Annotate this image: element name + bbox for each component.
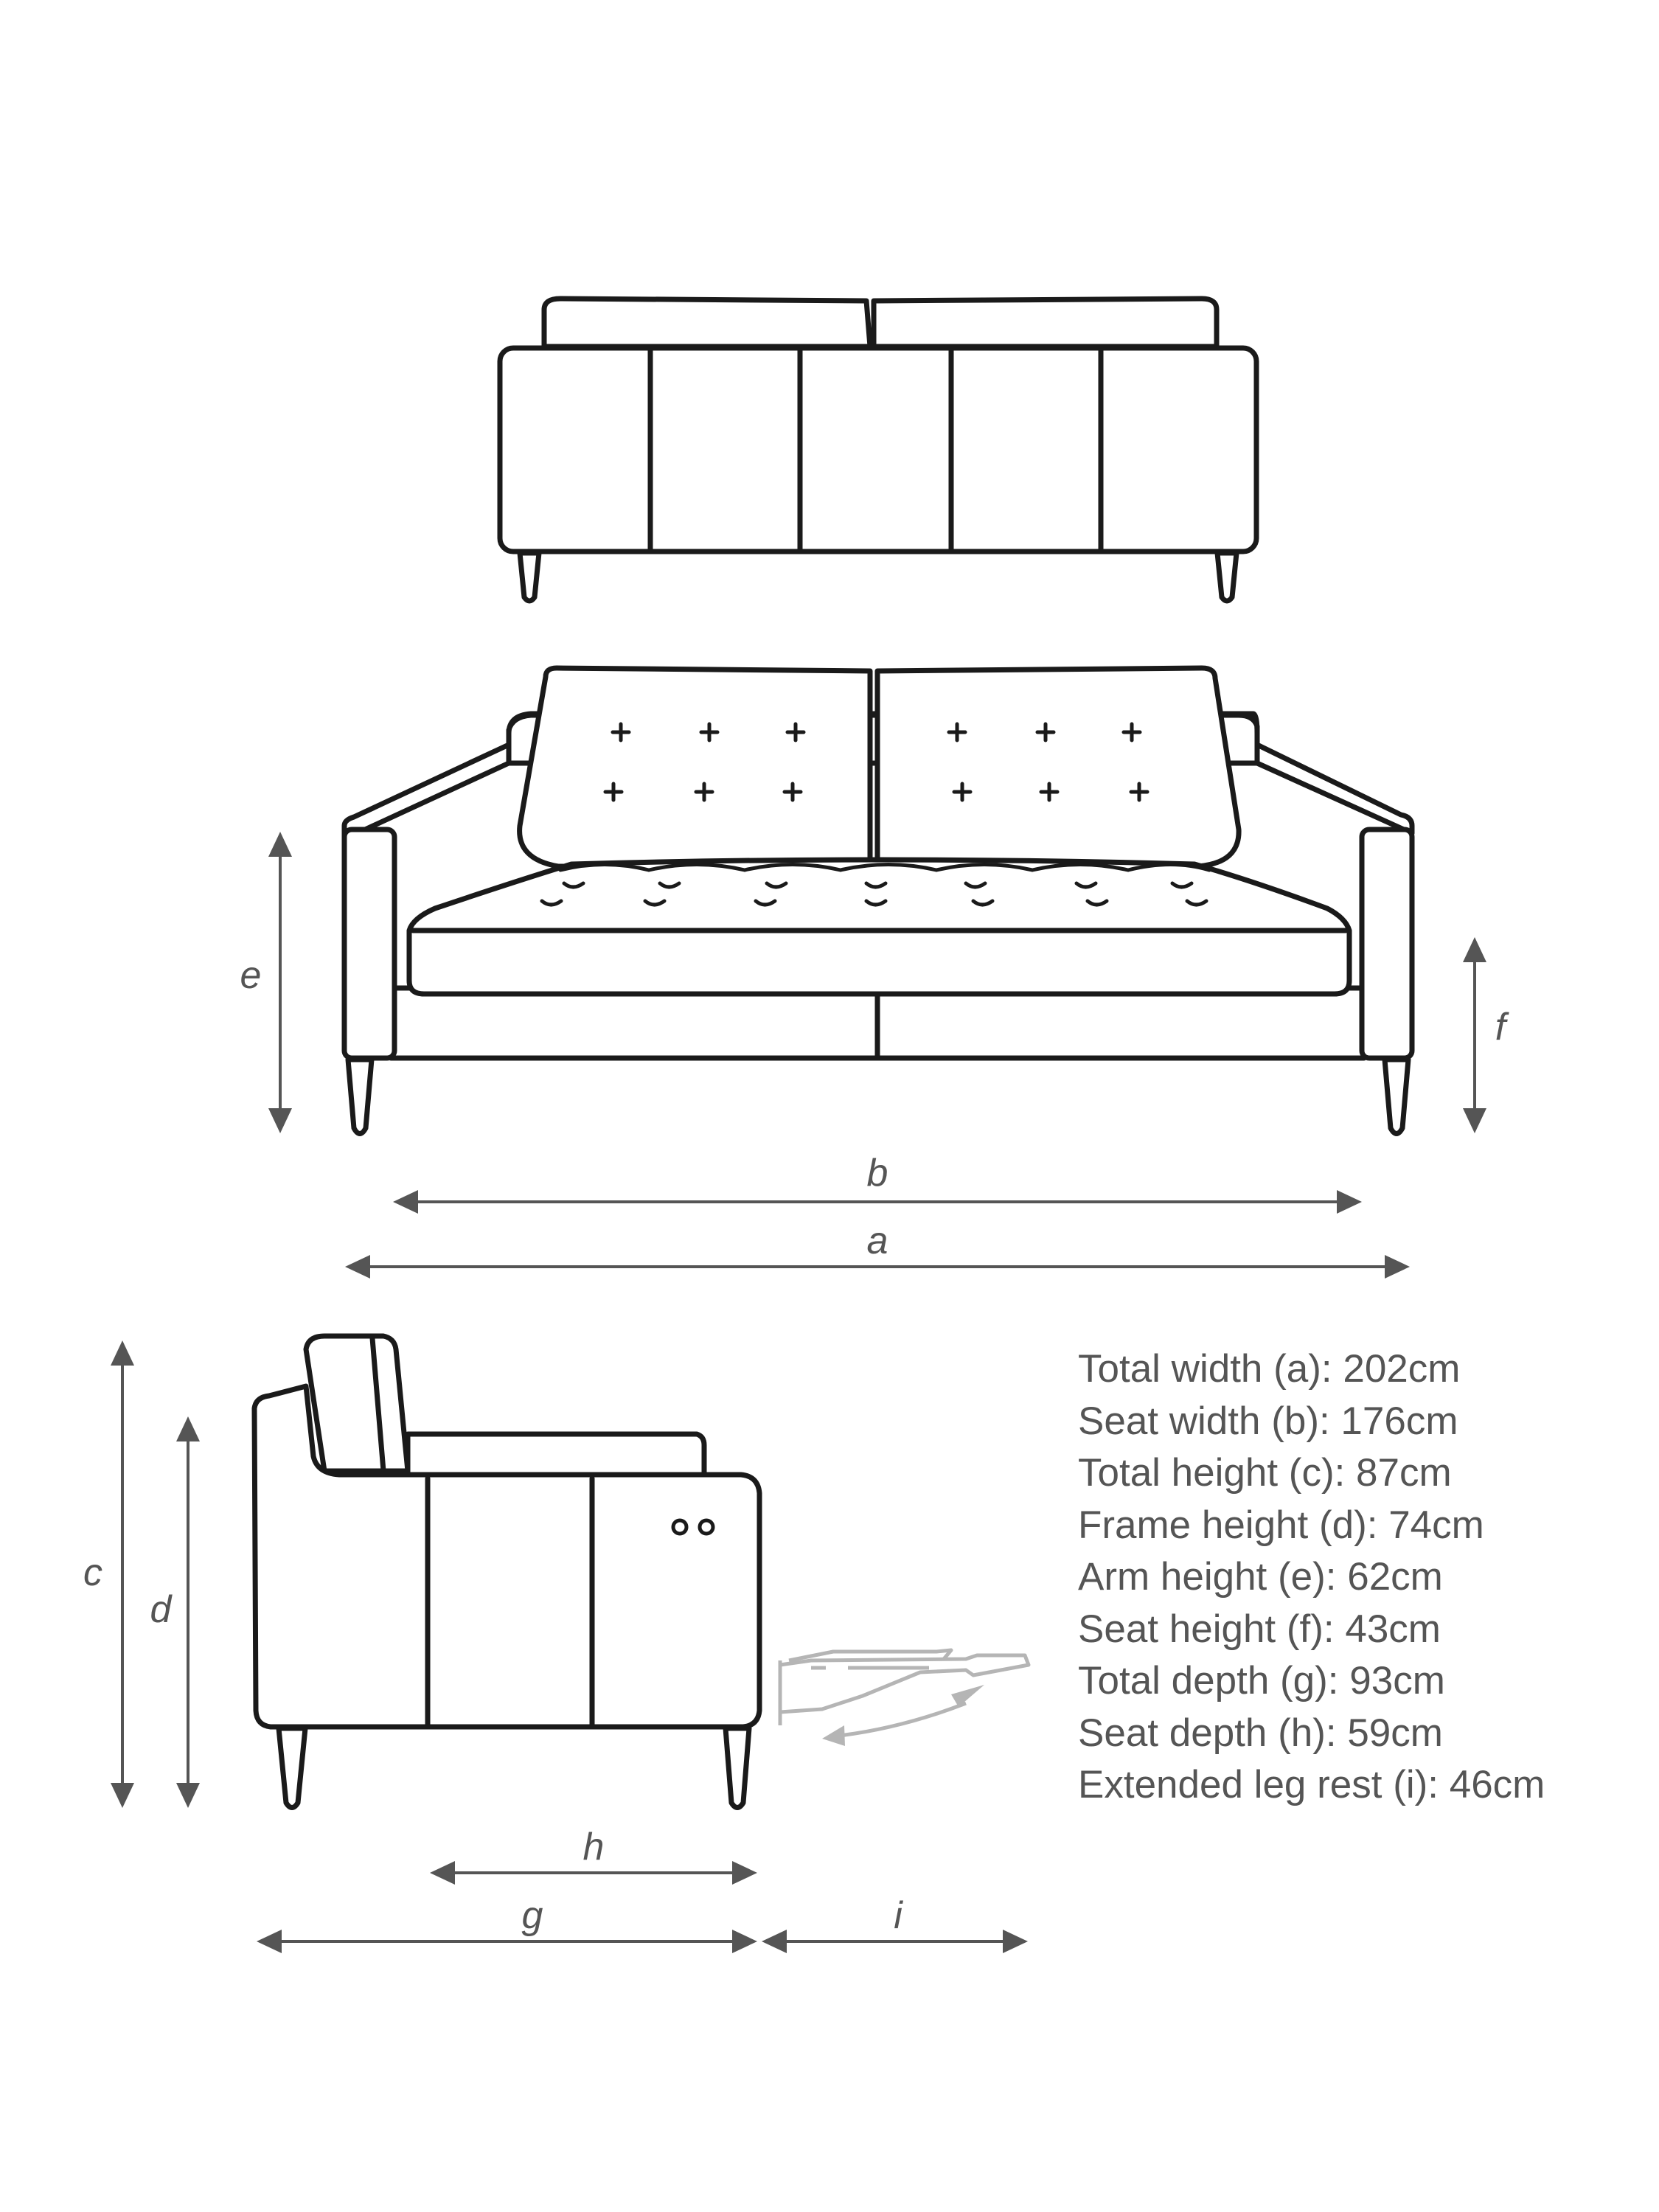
spec-seat-depth: Seat depth (h): 59cm xyxy=(1078,1711,1443,1755)
side-back-leg xyxy=(726,1728,749,1808)
spec-frame-height: Frame height (d): 74cm xyxy=(1078,1503,1484,1547)
front-right-leg xyxy=(1385,1060,1408,1134)
dimension-b xyxy=(393,1152,1362,1214)
specifications-list xyxy=(1078,1343,1545,1812)
dimension-g xyxy=(257,1894,757,1953)
back-left-leg xyxy=(520,553,539,601)
spec-total-depth: Total depth (g): 93cm xyxy=(1078,1659,1445,1703)
sofa-side-view xyxy=(254,1336,1029,1808)
left-arm xyxy=(344,830,394,1058)
dimension-label-h: h xyxy=(582,1826,605,1868)
dimension-i xyxy=(762,1894,1028,1953)
dimension-label-i: i xyxy=(894,1894,902,1937)
spec-seat-width: Seat width (b): 176cm xyxy=(1078,1399,1458,1443)
back-right-leg xyxy=(1217,553,1237,601)
dimension-label-b: b xyxy=(866,1152,888,1194)
spec-extended-leg-rest: Extended leg rest (i): 46cm xyxy=(1078,1763,1545,1806)
dimension-label-f: f xyxy=(1495,1006,1506,1048)
spec-seat-height: Seat height (f): 43cm xyxy=(1078,1607,1441,1651)
back-cushion-left xyxy=(520,668,870,866)
side-back-cushion xyxy=(306,1336,408,1471)
dimension-h xyxy=(430,1826,757,1885)
side-front-leg xyxy=(279,1728,305,1808)
dimension-c xyxy=(83,1340,134,1808)
spec-total-height: Total height (c): 87cm xyxy=(1078,1451,1452,1495)
dimension-label-c: c xyxy=(83,1551,102,1594)
dimension-f xyxy=(1463,937,1509,1133)
dimension-d xyxy=(150,1416,200,1808)
dimension-label-e: e xyxy=(240,954,262,997)
front-left-leg xyxy=(348,1060,372,1134)
spec-arm-height: Arm height (e): 62cm xyxy=(1078,1555,1443,1599)
spec-total-width: Total width (a): 202cm xyxy=(1078,1347,1461,1391)
right-arm xyxy=(1362,830,1412,1058)
back-cushion-right xyxy=(877,668,1239,866)
dimension-e xyxy=(240,832,292,1133)
extended-leg-rest xyxy=(780,1650,1029,1746)
dimension-label-g: g xyxy=(521,1894,543,1937)
dimension-label-d: d xyxy=(150,1588,172,1631)
sofa-front-view xyxy=(344,668,1412,1134)
dimension-label-a: a xyxy=(866,1220,888,1262)
seat-cushion xyxy=(409,860,1349,994)
sofa-back-view xyxy=(500,299,1256,601)
dimension-a xyxy=(345,1220,1410,1279)
